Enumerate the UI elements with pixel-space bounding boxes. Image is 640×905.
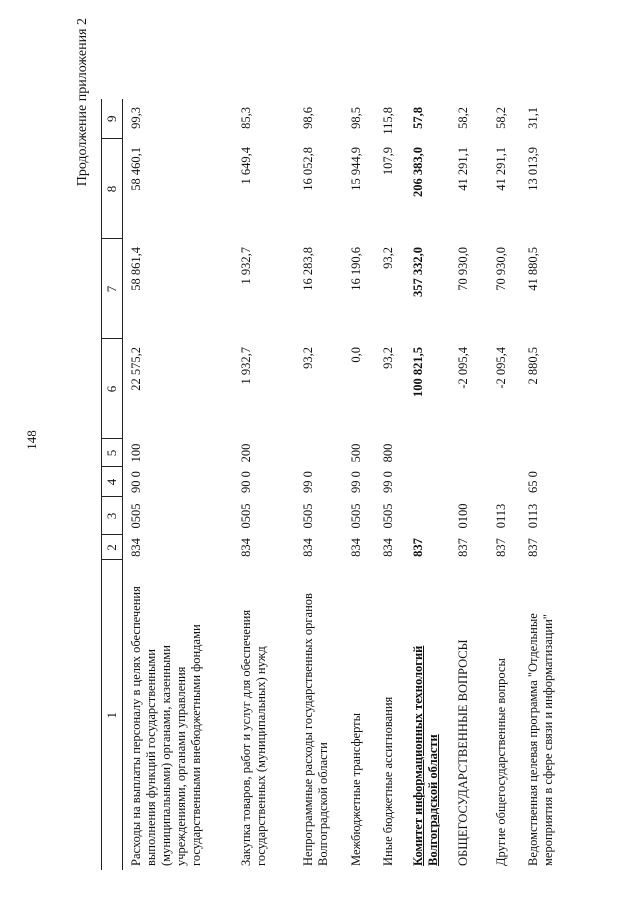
cell-col-3: 0505 bbox=[238, 503, 253, 529]
cell-col-2: 837 bbox=[525, 538, 540, 557]
cell-col-6: 1 932,7 bbox=[238, 347, 253, 385]
column-number-row bbox=[102, 99, 123, 870]
cell-col-7: 70 930,0 bbox=[493, 247, 508, 291]
row-label-text: Другие общегосударственные вопросы bbox=[493, 658, 508, 866]
table-row bbox=[405, 99, 450, 870]
cell-col-5 bbox=[405, 439, 450, 467]
row-label-text: Закупка товаров, работ и услуг для обеспечения государственных (муниципальных) нужд bbox=[238, 609, 268, 866]
row-label bbox=[488, 560, 520, 870]
cell-col-6: 2 880,5 bbox=[525, 347, 540, 385]
cell-col-2: 834 bbox=[238, 538, 253, 557]
cell-col-7: 16 283,8 bbox=[300, 247, 315, 291]
cell-col-4: 65 0 bbox=[525, 471, 540, 493]
row-label bbox=[405, 560, 450, 870]
cell-col-6: 93,2 bbox=[300, 347, 315, 369]
cell-col-7: 1 932,7 bbox=[238, 247, 253, 285]
col-2-header: 2 bbox=[102, 535, 123, 560]
cell-col-5: 500 bbox=[348, 443, 363, 463]
row-label-text: Расходы на выплаты персоналу в целях обеспечения выполнения функций государственными (муниципальными) органами, казенными учреждениями, органами управления государственными внебюджетными фондами bbox=[129, 586, 203, 866]
cell-col-9: 115,8 bbox=[380, 107, 395, 135]
cell-col-8: 41 291,1 bbox=[493, 147, 508, 191]
row-label-text: Межбюджетные трансферты bbox=[348, 712, 363, 866]
row-label-text: ОБЩЕГОСУДАРСТВЕННЫЕ ВОПРОСЫ bbox=[455, 639, 470, 866]
cell-col-3: 0113 bbox=[493, 503, 508, 529]
row-label-text: Непрограммные расходы государственных органов Волгоградской области bbox=[300, 593, 330, 866]
cell-col-3: 0505 bbox=[129, 503, 143, 529]
cell-col-5 bbox=[450, 439, 488, 467]
row-label bbox=[233, 560, 295, 870]
row-label bbox=[375, 560, 405, 870]
cell-col-8: 41 291,1 bbox=[455, 147, 470, 191]
cell-col-3: 0113 bbox=[525, 503, 540, 529]
row-label-text: Комитет информационных технологий Волгоградской области bbox=[410, 645, 440, 866]
cell-col-6: 0,0 bbox=[348, 347, 363, 363]
table-row bbox=[343, 99, 375, 870]
cell-col-9: 85,3 bbox=[238, 107, 253, 129]
row-label bbox=[520, 560, 570, 870]
cell-col-7: 16 190,6 bbox=[348, 247, 363, 291]
cell-col-2: 834 bbox=[129, 538, 143, 557]
table-row bbox=[375, 99, 405, 870]
cell-col-4: 99 0 bbox=[380, 471, 395, 493]
cell-col-9: 98,5 bbox=[348, 107, 363, 129]
col-8-header: 8 bbox=[102, 139, 123, 239]
col-3-header: 3 bbox=[102, 497, 123, 535]
cell-col-5 bbox=[295, 439, 343, 467]
cell-col-2: 837 bbox=[410, 538, 425, 557]
row-label bbox=[450, 560, 488, 870]
table-row bbox=[488, 99, 520, 870]
col-9-header: 9 bbox=[102, 99, 123, 139]
cell-col-4 bbox=[405, 467, 450, 497]
table-row bbox=[295, 99, 343, 870]
cell-col-3: 0100 bbox=[455, 503, 470, 529]
cell-col-2: 834 bbox=[348, 538, 363, 557]
col-5-header: 5 bbox=[102, 439, 123, 467]
cell-col-7: 357 332,0 bbox=[410, 247, 425, 297]
cell-col-4: 99 0 bbox=[300, 471, 315, 493]
row-label-text: Иные бюджетные ассигнования bbox=[380, 696, 395, 866]
cell-col-8: 58 460,1 bbox=[129, 147, 143, 191]
row-label-text: Ведомственная целевая программа "Отдельные мероприятия в сфере связи и информатизации" bbox=[525, 613, 555, 866]
col-6-header: 6 bbox=[102, 339, 123, 439]
cell-col-4: 99 0 bbox=[348, 471, 363, 493]
cell-col-3: 0505 bbox=[300, 503, 315, 529]
cell-col-4 bbox=[450, 467, 488, 497]
cell-col-6: 100 821,5 bbox=[410, 347, 425, 397]
cell-col-9: 98,6 bbox=[300, 107, 315, 129]
budget-table bbox=[101, 99, 570, 870]
cell-col-2: 834 bbox=[380, 538, 395, 557]
cell-col-7: 93,2 bbox=[380, 247, 395, 269]
row-label bbox=[343, 560, 375, 870]
cell-col-8: 13 013,9 bbox=[525, 147, 540, 191]
cell-col-9: 57,8 bbox=[410, 107, 425, 129]
cell-col-7: 70 930,0 bbox=[455, 247, 470, 291]
cell-col-3: 0505 bbox=[348, 503, 363, 529]
cell-col-8: 107,9 bbox=[380, 147, 395, 176]
table-row bbox=[123, 99, 233, 870]
cell-col-9: 99,3 bbox=[129, 107, 143, 129]
cell-col-6: 93,2 bbox=[380, 347, 395, 369]
cell-col-4: 90 0 bbox=[129, 471, 143, 493]
cell-col-3 bbox=[405, 497, 450, 535]
cell-col-9: 31,1 bbox=[525, 107, 540, 129]
cell-col-5: 100 bbox=[129, 443, 143, 463]
cell-col-7: 41 880,5 bbox=[525, 247, 540, 291]
cell-col-6: 22 575,2 bbox=[129, 347, 143, 391]
cell-col-2: 837 bbox=[493, 538, 508, 557]
cell-col-4: 90 0 bbox=[238, 471, 253, 493]
cell-col-5: 800 bbox=[380, 443, 395, 463]
cell-col-4 bbox=[488, 467, 520, 497]
cell-col-8: 1 649,4 bbox=[238, 147, 253, 185]
cell-col-6: -2 095,4 bbox=[455, 347, 470, 389]
table-row bbox=[233, 99, 295, 870]
appendix-continuation: Продолжение приложения 2 bbox=[75, 18, 90, 187]
cell-col-3: 0505 bbox=[380, 503, 395, 529]
cell-col-8: 15 944,9 bbox=[348, 147, 363, 191]
row-label bbox=[295, 560, 343, 870]
table-row bbox=[450, 99, 488, 870]
col-1-header: 1 bbox=[102, 560, 123, 870]
col-4-header: 4 bbox=[102, 467, 123, 497]
cell-col-8: 16 052,8 bbox=[300, 147, 315, 191]
cell-col-5 bbox=[488, 439, 520, 467]
cell-col-9: 58,2 bbox=[493, 107, 508, 129]
table-body bbox=[123, 99, 570, 870]
cell-col-5 bbox=[520, 439, 570, 467]
row-label bbox=[123, 560, 233, 870]
cell-col-6: -2 095,4 bbox=[493, 347, 508, 389]
rotated-page bbox=[75, 10, 635, 870]
cell-col-2: 834 bbox=[300, 538, 315, 557]
cell-col-8: 206 383,0 bbox=[410, 147, 425, 197]
cell-col-5: 200 bbox=[238, 443, 253, 463]
cell-col-9: 58,2 bbox=[455, 107, 470, 129]
col-7-header: 7 bbox=[102, 239, 123, 339]
cell-col-7: 58 861,4 bbox=[129, 247, 143, 291]
page-number: 148 bbox=[24, 430, 39, 450]
cell-col-2: 837 bbox=[455, 538, 470, 557]
table-row bbox=[520, 99, 570, 870]
